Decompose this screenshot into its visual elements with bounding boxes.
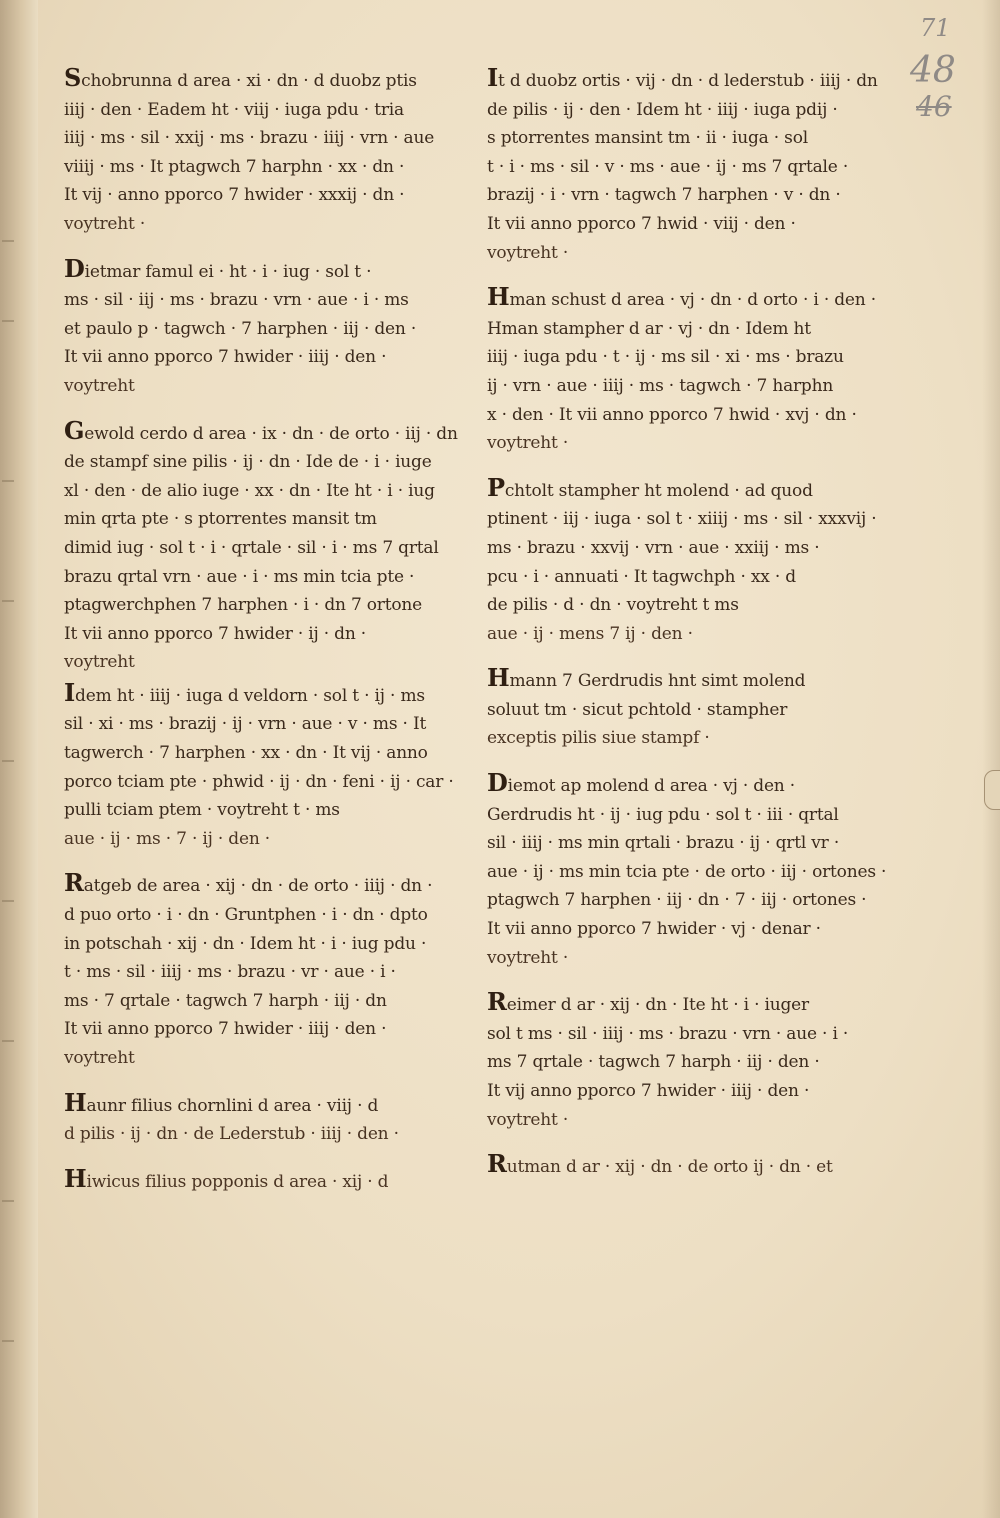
- text-line: viiij · ms · It ptagwch 7 harphn · xx · dn ·: [64, 156, 405, 177]
- text-line: Hman schust d area · vj · dn · d orto · i · den ·: [487, 282, 876, 312]
- text-line: voytreht ·: [487, 947, 569, 968]
- text-line: Hmann 7 Gerdrudis hnt simt molend: [487, 663, 806, 693]
- text-line: Hiwicus filius popponis d area · xij · d: [64, 1163, 389, 1193]
- gutter-mark: [2, 320, 14, 322]
- text-entry: [487, 283, 902, 458]
- text-line: exceptis pilis siue stampf ·: [487, 728, 710, 749]
- text-line: Gerdrudis ht · ij · iug pdu · sol t · iii · qrtal: [487, 804, 839, 825]
- entry-initial: I: [64, 677, 76, 707]
- text-line: t · i · ms · sil · v · ms · aue · ij · ms 7 qrtale ·: [487, 156, 849, 177]
- text-entry: [487, 1150, 902, 1182]
- folio-number-current: 48: [910, 50, 956, 91]
- text-line: ms · brazu · xxvij · vrn · aue · xxiij · ms ·: [487, 537, 820, 558]
- text-line: Dietmar famul ei · ht · i · iug · sol t ·: [64, 253, 372, 283]
- text-line: Rutman d ar · xij · dn · de orto ij · dn · et: [487, 1149, 833, 1179]
- text-line: Idem ht · iiij · iuga d veldorn · sol t · ij · ms: [64, 677, 425, 707]
- gutter-mark: [2, 480, 14, 482]
- text-line: Haunr filius chornlini d area · viij · d: [64, 1087, 379, 1117]
- text-line: ms 7 qrtale · tagwch 7 harph · iij · den ·: [487, 1052, 820, 1073]
- text-entry: [64, 869, 479, 1072]
- entry-initial: R: [64, 868, 84, 898]
- right-text-column: [487, 64, 902, 1198]
- text-line: ij · vrn · aue · iiij · ms · tagwch · 7 harphn: [487, 375, 834, 396]
- text-entry: [487, 474, 902, 649]
- entry-initial: D: [64, 253, 85, 283]
- text-line: Ratgeb de area · xij · dn · de orto · iiij · dn ·: [64, 868, 433, 898]
- text-line: Pchtolt stampher ht molend · ad quod: [487, 472, 813, 502]
- text-line: ptinent · iij · iuga · sol t · xiiij · ms · sil · xxxvij ·: [487, 509, 877, 530]
- entry-initial: H: [64, 1163, 87, 1193]
- left-text-column: [64, 64, 479, 1212]
- text-line: xl · den · de alio iuge · xx · dn · Ite ht · i · iug: [64, 480, 435, 501]
- text-line: Schobrunna d area · xi · dn · d duobz ptis: [64, 63, 417, 92]
- text-line: brazij · i · vrn · tagwch 7 harphen · v · dn ·: [487, 185, 841, 206]
- gutter-mark: [2, 600, 14, 602]
- text-line: ptagwerchphen 7 harphen · i · dn 7 ortone: [64, 595, 423, 616]
- entry-initial: G: [64, 415, 85, 445]
- text-line: iiij · iuga pdu · t · ij · ms sil · xi · ms · brazu: [487, 347, 844, 368]
- text-line: sil · xi · ms · brazij · ij · vrn · aue · v · ms · It: [64, 714, 427, 735]
- text-line: de pilis · ij · den · Idem ht · iiij · iuga pdij ·: [487, 99, 838, 120]
- text-line: ms · sil · iij · ms · brazu · vrn · aue · i · ms: [64, 290, 409, 311]
- text-entry: [64, 255, 479, 401]
- text-line: aue · ij · ms min tcia pte · de orto · iij · ortones ·: [487, 861, 887, 882]
- text-entry: [487, 664, 902, 753]
- gutter-mark: [2, 1340, 14, 1342]
- text-line: aue · ij · ms · 7 · ij · den ·: [64, 828, 270, 849]
- entry-initial: H: [487, 282, 510, 312]
- text-line: s ptorrentes mansint tm · ii · iuga · sol: [487, 128, 808, 149]
- gutter-mark: [2, 1040, 14, 1042]
- text-line: sil · iiij · ms min qrtali · brazu · ij · qrtl vr ·: [487, 833, 840, 854]
- text-entry: [487, 64, 902, 267]
- text-line: voytreht: [64, 375, 135, 396]
- text-line: in potschah · xij · dn · Idem ht · i · iug pdu ·: [64, 933, 427, 954]
- text-line: brazu qrtal vrn · aue · i · ms min tcia pte ·: [64, 566, 415, 587]
- text-entry: [487, 988, 902, 1134]
- text-line: It vii anno pporco 7 hwider · iiij · den ·: [64, 1019, 387, 1040]
- entry-initial: R: [487, 987, 507, 1017]
- text-entry: [487, 769, 902, 972]
- text-line: x · den · It vii anno pporco 7 hwid · xvj · dn ·: [487, 404, 857, 425]
- text-line: Diemot ap molend d area · vj · den ·: [487, 768, 795, 798]
- text-line: voytreht ·: [64, 213, 146, 234]
- text-line: It vii anno pporco 7 hwider · vj · denar ·: [487, 919, 821, 940]
- text-line: soluut tm · sicut pchtold · stampher: [487, 699, 788, 720]
- entry-initial: D: [487, 768, 508, 798]
- text-line: voytreht ·: [487, 1109, 569, 1130]
- text-line: Reimer d ar · xij · dn · Ite ht · i · iuger: [487, 987, 809, 1017]
- text-entry: [64, 679, 479, 854]
- gutter-mark: [2, 760, 14, 762]
- text-line: It d duobz ortis · vij · dn · d lederstub · iiij · dn: [487, 63, 878, 92]
- text-line: ms · 7 qrtale · tagwch 7 harph · iij · dn: [64, 990, 387, 1011]
- text-line: pulli tciam ptem · voytreht t · ms: [64, 800, 340, 821]
- text-entry: [64, 1089, 479, 1149]
- text-line: voytreht ·: [487, 433, 569, 454]
- gutter-mark: [2, 900, 14, 902]
- text-entry: [64, 1165, 479, 1197]
- text-line: voytreht ·: [487, 242, 569, 263]
- entry-initial: P: [487, 472, 505, 502]
- text-line: aue · ij · mens 7 ij · den ·: [487, 623, 693, 644]
- text-line: dimid iug · sol t · i · qrtale · sil · i · ms 7 qrtal: [64, 537, 439, 558]
- text-line: porco tciam pte · phwid · ij · dn · feni · ij · car ·: [64, 771, 454, 792]
- entry-initial: H: [64, 1087, 87, 1117]
- text-line: voytreht: [64, 1048, 135, 1068]
- text-line: It vij · anno pporco 7 hwider · xxxij · dn ·: [64, 185, 405, 206]
- text-line: ptagwch 7 harphen · iij · dn · 7 · iij · ortones ·: [487, 890, 867, 911]
- text-line: It vii anno pporco 7 hwid · viij · den ·: [487, 213, 796, 234]
- entry-initial: S: [64, 63, 82, 92]
- text-line: It vii anno pporco 7 hwider · ij · dn ·: [64, 623, 366, 644]
- entry-initial: I: [487, 63, 499, 92]
- text-line: sol t ms · sil · iiij · ms · brazu · vrn · aue · i ·: [487, 1023, 849, 1044]
- gutter-mark: [2, 1200, 14, 1202]
- text-line: Gewold cerdo d area · ix · dn · de orto · iij · dn: [64, 415, 458, 445]
- text-line: d puo orto · i · dn · Gruntphen · i · dn · dpto: [64, 905, 428, 926]
- text-line: It vij anno pporco 7 hwider · iiij · den ·: [487, 1081, 810, 1101]
- text-entry: [64, 64, 479, 239]
- entry-initial: R: [487, 1149, 507, 1179]
- text-line: de pilis · d · dn · voytreht t ms: [487, 595, 739, 616]
- text-line: tagwerch · 7 harphen · xx · dn · It vij · anno: [64, 743, 428, 764]
- binding-gutter: [0, 0, 38, 1518]
- page-edge-shadow: [982, 0, 1000, 1518]
- text-line: It vii anno pporco 7 hwider · iiij · den ·: [64, 347, 387, 368]
- text-line: d pilis · ij · dn · de Lederstub · iiij · den ·: [64, 1124, 399, 1145]
- text-line: voytreht: [64, 652, 135, 673]
- text-line: de stampf sine pilis · ij · dn · Ide de · i · iuge: [64, 452, 432, 473]
- text-entry: [64, 417, 479, 677]
- text-line: iiij · den · Eadem ht · viij · iuga pdu · tria: [64, 99, 404, 120]
- gutter-mark: [2, 240, 14, 242]
- text-line: et paulo p · tagwch · 7 harphen · iij · den ·: [64, 318, 417, 339]
- text-line: Hman stampher d ar · vj · dn · Idem ht: [487, 318, 811, 339]
- page-tab: [984, 770, 1000, 810]
- folio-number-old: 71: [920, 14, 951, 42]
- folio-number-struck: 46: [916, 90, 952, 123]
- text-line: iiij · ms · sil · xxij · ms · brazu · iiij · vrn · aue: [64, 128, 435, 149]
- entry-initial: H: [487, 663, 510, 693]
- text-line: t · ms · sil · iiij · ms · brazu · vr · aue · i ·: [64, 962, 396, 983]
- text-line: pcu · i · annuati · It tagwchph · xx · d: [487, 566, 796, 587]
- text-line: min qrta pte · s ptorrentes mansit tm: [64, 509, 377, 530]
